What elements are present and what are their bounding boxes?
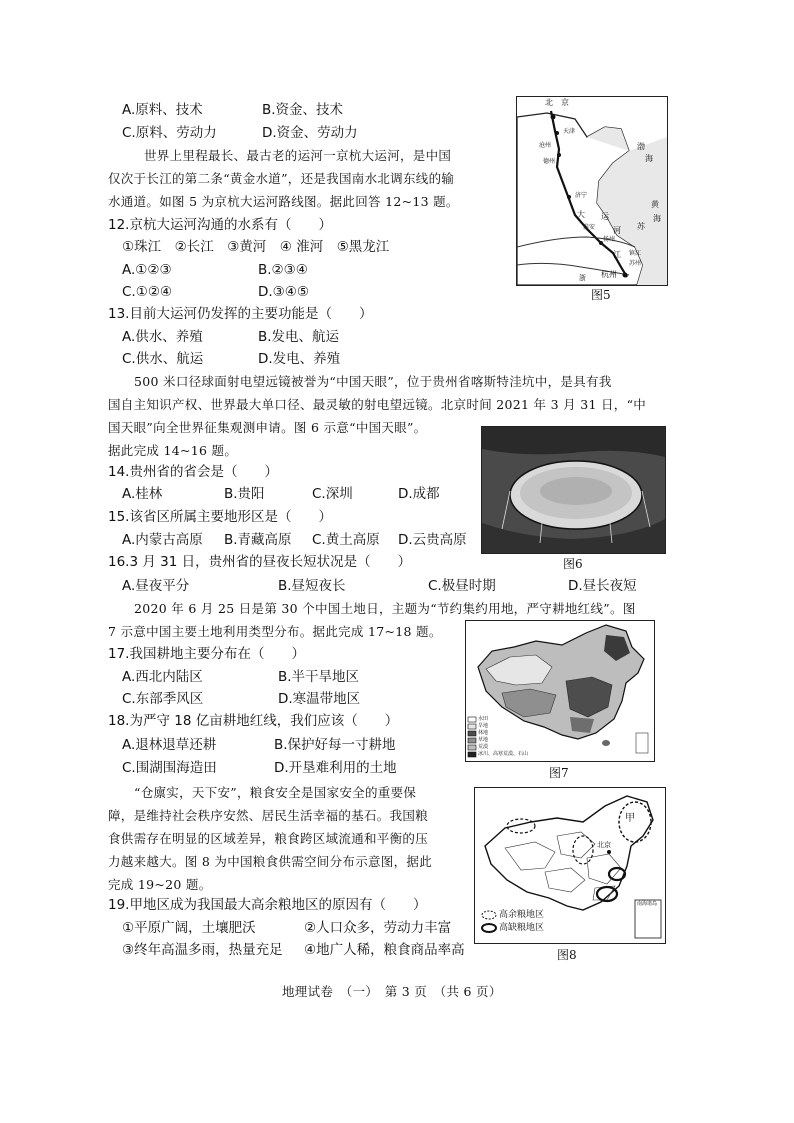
fig8-legend-deficit: 高缺粮地区 <box>499 923 545 933</box>
q19-item-1: ①平原广阔，土壤肥沃 <box>122 920 256 936</box>
q13-option-d: D.发电、养殖 <box>258 351 341 367</box>
q16-option-d: D.昼长夜短 <box>568 578 637 594</box>
fig7-legend-paddy: 水田 <box>478 716 489 722</box>
q18-option-b: B.保护好每一寸耕地 <box>274 737 396 753</box>
fig8-label-beijing: 北京 <box>597 841 611 849</box>
q17-option-c: C.东部季风区 <box>122 691 204 707</box>
q12-items: ①珠江 ②长江 ③黄河 ④ 淮河 ⑤黑龙江 <box>122 239 390 255</box>
q13-stem: 13.目前大运河仍发挥的主要功能是（ ） <box>108 306 373 322</box>
fig5-label-cangzhou: 沧州 <box>539 142 552 149</box>
fig7-legend-desert: 荒漠 <box>478 744 489 750</box>
q14-option-b: B.贵阳 <box>224 486 265 502</box>
fig5-label-yun: 运 <box>601 212 609 221</box>
q14-option-d: D.成都 <box>398 486 440 502</box>
figure-8-grain-map <box>474 787 666 944</box>
grain-para-line-5: 完成 19~20 题。 <box>108 877 212 892</box>
q15-option-b: B.青藏高原 <box>224 532 292 548</box>
figure-7-caption: 图7 <box>549 766 569 780</box>
fast-para-line-3: 国天眼”向全世界征集观测申请。图 6 示意“中国天眼”。 <box>108 420 427 435</box>
canal-para-line-3: 水通道。如图 5 为京杭大运河路线图。据此回答 12~13 题。 <box>108 194 459 209</box>
fig5-label-zhe: 浙 <box>579 274 586 282</box>
land-use-map-drawing <box>466 621 654 761</box>
q15-stem: 15.该省区所属主要地形区是（ ） <box>108 509 332 525</box>
fig7-legend-forest: 林地 <box>478 730 489 736</box>
q12-option-c: C.①②④ <box>122 284 173 300</box>
fig7-legend-glacier: 冰川、高寒荒漠、石山 <box>478 751 529 757</box>
q16-option-c: C.极昼时期 <box>428 578 496 594</box>
canal-para-line-2: 仅次于长江的第二条“黄金水道”，还是我国南水北调东线的输 <box>108 171 455 186</box>
land-para-line-2: 7 示意中国主要土地利用类型分布。据此完成 17~18 题。 <box>108 624 442 639</box>
fig5-label-jining: 济宁 <box>575 192 588 199</box>
fig7-legend-dryland: 旱地 <box>478 723 489 729</box>
q16-option-a: A.昼夜平分 <box>122 578 190 594</box>
q14-option-a: A.桂林 <box>122 486 163 502</box>
q12-option-a: A.①②③ <box>122 262 172 278</box>
fast-telescope-drawing <box>482 427 665 553</box>
fig5-label-yangzhou: 扬州 <box>603 236 616 243</box>
fig5-label-huanghai-2: 海 <box>653 214 661 223</box>
page-footer: 地理试卷 （一） 第 3 页 （共 6 页） <box>282 984 502 999</box>
q15-option-a: A.内蒙古高原 <box>122 532 203 548</box>
q14-stem: 14.贵州省的省会是（ ） <box>108 464 278 480</box>
grain-para-line-3: 食供需存在明显的区域差异，粮食跨区域流通和平衡的压 <box>108 831 429 846</box>
q12-stem: 12.京杭大运河沟通的水系有（ ） <box>108 217 332 233</box>
fig8-label-south-sea: 南海诸岛 <box>637 901 658 907</box>
q11-option-b: B.资金、技术 <box>262 102 344 118</box>
canal-map-drawing <box>517 97 667 285</box>
figure-6-caption: 图6 <box>563 557 583 571</box>
figure-7-land-use-map <box>465 620 655 762</box>
q19-stem: 19.甲地区成为我国最大高余粮地区的原因有（ ） <box>108 897 427 913</box>
q19-item-2: ②人口众多，劳动力丰富 <box>304 920 452 936</box>
fig5-label-huaian: 淮安 <box>583 224 596 231</box>
fig5-label-dezhou: 德州 <box>543 158 556 165</box>
canal-para-line-1: 世界上里程最长、最古老的运河一京杭大运河，是中国 <box>144 148 452 163</box>
figure-8-caption: 图8 <box>557 948 577 962</box>
fast-para-line-4: 据此完成 14~16 题。 <box>108 443 238 458</box>
q12-option-d: D.③④⑤ <box>258 284 309 300</box>
q11-option-c: C.原料、劳动力 <box>122 125 217 141</box>
q15-option-c: C.黄土高原 <box>312 532 380 548</box>
q13-option-a: A.供水、养殖 <box>122 329 203 345</box>
q17-option-d: D.寒温带地区 <box>278 691 361 707</box>
fast-para-line-2: 国自主知识产权、世界最大单口径、最灵敏的射电望远镜。北京时间 2021 年 3 月 31 日，“中 <box>108 397 647 412</box>
fig5-label-suzhou: 苏州 <box>629 260 642 267</box>
fig5-label-su: 苏 <box>637 222 645 231</box>
figure-6-fast-photo <box>481 426 666 554</box>
q17-option-b: B.半干旱地区 <box>278 669 360 685</box>
q14-option-c: C.深圳 <box>312 486 353 502</box>
fig5-label-bohai-1: 渤 <box>637 142 645 151</box>
fig7-legend-grassland: 草地 <box>478 737 489 743</box>
fig5-label-tianjin: 天津 <box>563 128 576 135</box>
q18-option-c: C.围湖围海造田 <box>122 760 217 776</box>
fig5-label-beijing: 北 京 <box>545 98 569 107</box>
q16-stem: 16.3 月 31 日，贵州省的昼夜长短状况是（ ） <box>108 554 412 570</box>
fig5-label-he: 河 <box>613 226 621 235</box>
q19-item-3: ③终年高温多雨，热量充足 <box>122 942 283 958</box>
q12-option-b: B.②③④ <box>258 262 308 278</box>
q19-item-4: ④地广人稀，粮食商品率高 <box>304 942 465 958</box>
fast-para-line-1: 500 米口径球面射电望远镜被誉为“中国天眼”，位于贵州省喀斯特洼坑中，是具有我 <box>134 374 612 389</box>
q13-option-c: C.供水、航运 <box>122 351 204 367</box>
q17-stem: 17.我国耕地主要分布在（ ） <box>108 646 305 662</box>
q17-option-a: A.西北内陆区 <box>122 669 203 685</box>
grain-para-line-1: “仓廪实，天下安”，粮食安全是国家安全的重要保 <box>134 785 417 800</box>
figure-5-caption: 图5 <box>591 288 611 302</box>
fig5-label-da: 大 <box>577 210 585 219</box>
fig5-label-hangzhou: 杭州 <box>601 270 617 279</box>
land-para-line-1: 2020 年 6 月 25 日是第 30 个中国土地日，主题为“节约集约用地，严守耕地红线”。图 <box>134 601 636 616</box>
fig8-legend-surplus: 高余粮地区 <box>499 910 545 920</box>
grain-para-line-2: 障，是维持社会秩序安然、居民生活幸福的基石。我国粮 <box>108 808 429 823</box>
figure-5-canal-map <box>516 96 668 286</box>
q18-stem: 18.为严守 18 亿亩耕地红线，我们应该（ ） <box>108 713 399 729</box>
q15-option-d: D.云贵高原 <box>398 532 467 548</box>
q11-option-d: D.资金、劳动力 <box>262 125 358 141</box>
fig5-label-bohai-2: 海 <box>645 154 653 163</box>
q13-option-b: B.发电、航运 <box>258 329 340 345</box>
fig8-label-jia: 甲 <box>625 813 635 824</box>
fig5-label-jiang: 江 <box>613 250 621 259</box>
q18-option-a: A.退林退草还耕 <box>122 737 217 753</box>
fig5-label-zhenjiang: 镇江 <box>629 250 642 257</box>
q16-option-b: B.昼短夜长 <box>278 578 346 594</box>
fig5-label-huanghai-1: 黄 <box>651 200 659 209</box>
q18-option-d: D.开垦难利用的土地 <box>274 760 397 776</box>
grain-para-line-4: 力越来越大。图 8 为中国粮食供需空间分布示意图，据此 <box>108 854 433 869</box>
q11-option-a: A.原料、技术 <box>122 102 203 118</box>
